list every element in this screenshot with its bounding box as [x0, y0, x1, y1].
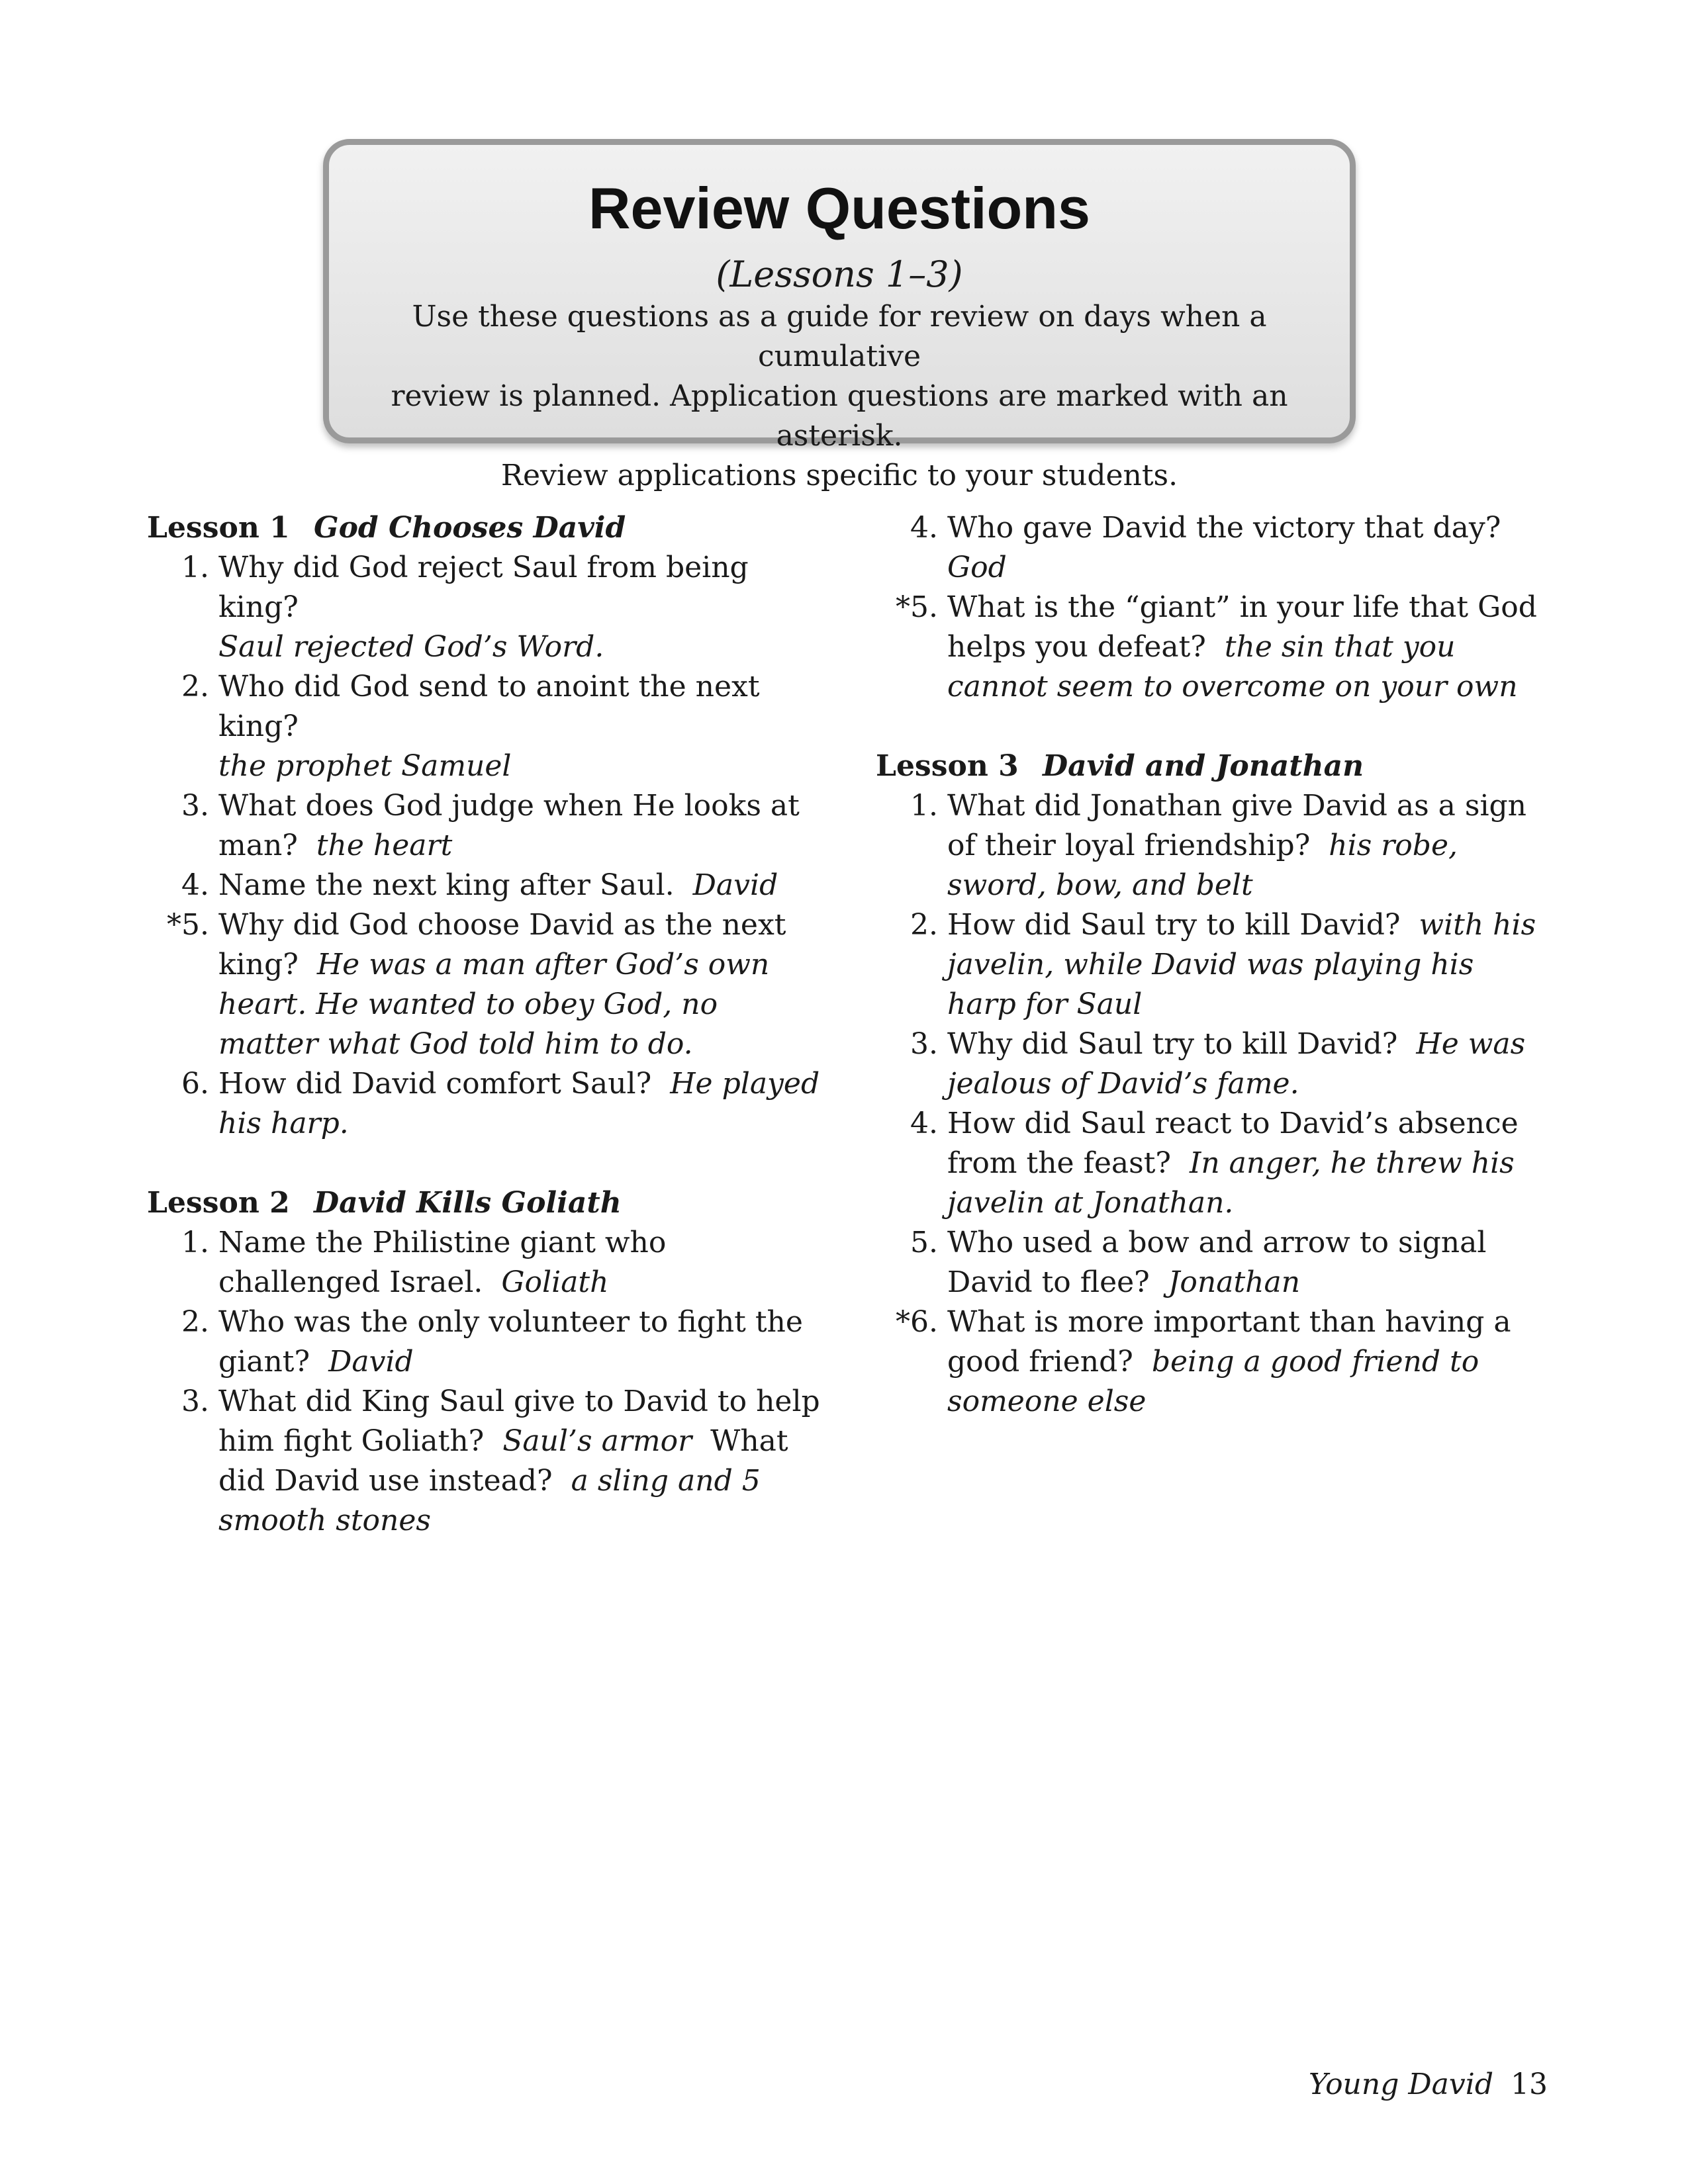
answer: the heart [316, 829, 453, 862]
lesson-1-section [147, 508, 822, 1144]
question-item [147, 1064, 822, 1144]
question-number: 5. [910, 1226, 938, 1259]
question-item [876, 1104, 1551, 1223]
question-text [947, 588, 1551, 707]
question: Why did Saul try to kill David? [947, 1027, 1398, 1061]
question-number: 6. [181, 1067, 209, 1101]
question-item [876, 508, 1551, 588]
lesson-heading [147, 1183, 822, 1223]
question: Who was the only volunteer to fight the giant? [218, 1305, 803, 1379]
lesson-2-continued [876, 508, 1551, 707]
lesson-3-section [876, 747, 1551, 1422]
question: How did David comfort Saul? [218, 1067, 652, 1101]
answer: with his javelin, while David was playing his harp for Saul [947, 908, 1536, 1021]
question-number: 1. [910, 789, 938, 823]
page-subtitle: (Lessons 1–3) [716, 253, 963, 296]
question: Who used a bow and arrow to signal David to flee? [947, 1226, 1487, 1299]
lesson-title: David and Jonathan [1043, 749, 1364, 783]
answer: a sling and 5 smooth stones [218, 1464, 761, 1537]
answer: He played his harp. [218, 1067, 820, 1140]
lesson-heading [876, 747, 1551, 786]
question-item [147, 1302, 822, 1382]
lesson-title: God Chooses David [314, 511, 626, 545]
lesson-title: David Kills Goliath [314, 1186, 622, 1220]
question-text [947, 508, 1551, 588]
question-text [947, 1302, 1551, 1422]
question-number: 3. [910, 1027, 938, 1061]
lesson-number: Lesson 1 [147, 511, 290, 545]
answer: being a good friend to someone else [947, 1345, 1479, 1418]
question: Name the next king after Saul. [218, 868, 675, 902]
question-text [218, 667, 822, 786]
question-text [218, 1302, 822, 1382]
question-text [218, 1064, 822, 1144]
question-item [876, 588, 1551, 707]
answer: the prophet Samuel [218, 749, 512, 783]
question-item [876, 1302, 1551, 1422]
question-text [947, 1024, 1551, 1104]
question-number: *6. [896, 1305, 938, 1339]
answer: In anger, he threw his javelin at Jonathan. [947, 1146, 1515, 1220]
question-number: 4. [910, 1107, 938, 1140]
question-item [147, 786, 822, 866]
question-item [147, 866, 822, 905]
question-number: 3. [181, 1385, 209, 1418]
question: What did Jonathan give David as a sign of their loyal friendship? [947, 789, 1527, 862]
question: What is more important than having a good friend? [947, 1305, 1511, 1379]
question-text [218, 548, 822, 667]
question-number: 4. [181, 868, 209, 902]
right-column [876, 508, 1551, 1461]
question: What did David use instead? [218, 1424, 788, 1498]
answer: He was a man after God’s own heart. He wanted to obey God, no matter what God told him to do. [218, 948, 770, 1061]
lesson-2-section [147, 1183, 822, 1541]
description-line: Use these questions as a guide for review on days when a cumulative [412, 299, 1267, 373]
question-number: 3. [181, 789, 209, 823]
question-text [947, 1223, 1551, 1302]
question: Why did God choose David as the next king? [218, 908, 786, 981]
question: Who did God send to anoint the next king? [218, 670, 760, 743]
question: Who gave David the victory that day? [947, 511, 1501, 545]
answer: He was jealous of David’s fame. [947, 1027, 1526, 1101]
question-number: 2. [181, 1305, 209, 1339]
question: How did Saul try to kill David? [947, 908, 1401, 942]
question: Why did God reject Saul from being king? [218, 551, 749, 624]
answer: Saul’s armor [502, 1424, 692, 1458]
book-title: Young David [1308, 2068, 1493, 2101]
question-item [876, 786, 1551, 905]
answer: God [947, 551, 1007, 584]
answer: Goliath [501, 1265, 609, 1299]
question-item [147, 1382, 822, 1541]
header-description [329, 297, 1350, 496]
question-number: 1. [181, 1226, 209, 1259]
question-text [218, 1382, 822, 1541]
question-text [218, 905, 822, 1064]
answer: the sin that you cannot seem to overcome on your own [947, 630, 1518, 704]
answer: David [692, 868, 778, 902]
question-text [218, 1223, 822, 1302]
answer: Jonathan [1168, 1265, 1301, 1299]
description-line: Review applications specific to your students. [500, 458, 1178, 492]
question-item [876, 905, 1551, 1024]
answer: his robe, sword, bow, and belt [947, 829, 1458, 902]
question: How did Saul react to David’s absence from the feast? [947, 1107, 1519, 1180]
question-number: 1. [181, 551, 209, 584]
question: What does God judge when He looks at man? [218, 789, 800, 862]
question-number: 2. [181, 670, 209, 704]
question: What is the “giant” in your life that God helps you defeat? [947, 590, 1537, 664]
lesson-heading [147, 508, 822, 548]
question: Name the Philistine giant who challenged Israel. [218, 1226, 667, 1299]
question-number: *5. [167, 908, 209, 942]
question-text [947, 905, 1551, 1024]
description-line: review is planned. Application questions are marked with an asterisk. [391, 379, 1288, 453]
question-text [947, 1104, 1551, 1223]
page-number: 13 [1511, 2068, 1548, 2101]
question-item [147, 548, 822, 667]
question-number: 4. [910, 511, 938, 545]
left-column [147, 508, 822, 1580]
question-item [876, 1223, 1551, 1302]
question: What did King Saul give to David to help him fight Goliath? [218, 1385, 820, 1458]
lesson-number: Lesson 2 [147, 1186, 290, 1220]
answer: David [328, 1345, 414, 1379]
question-item [147, 667, 822, 786]
answer: Saul rejected God’s Word. [218, 630, 604, 664]
header-box [323, 139, 1356, 492]
page-title: Review Questions [588, 175, 1090, 241]
question-text [218, 866, 822, 905]
page-footer [1309, 2065, 1548, 2105]
question-number: *5. [896, 590, 938, 624]
question-number: 2. [910, 908, 938, 942]
question-item [876, 1024, 1551, 1104]
lesson-number: Lesson 3 [876, 749, 1019, 783]
question-item [147, 905, 822, 1064]
question-item [147, 1223, 822, 1302]
question-text [218, 786, 822, 866]
question-text [947, 786, 1551, 905]
